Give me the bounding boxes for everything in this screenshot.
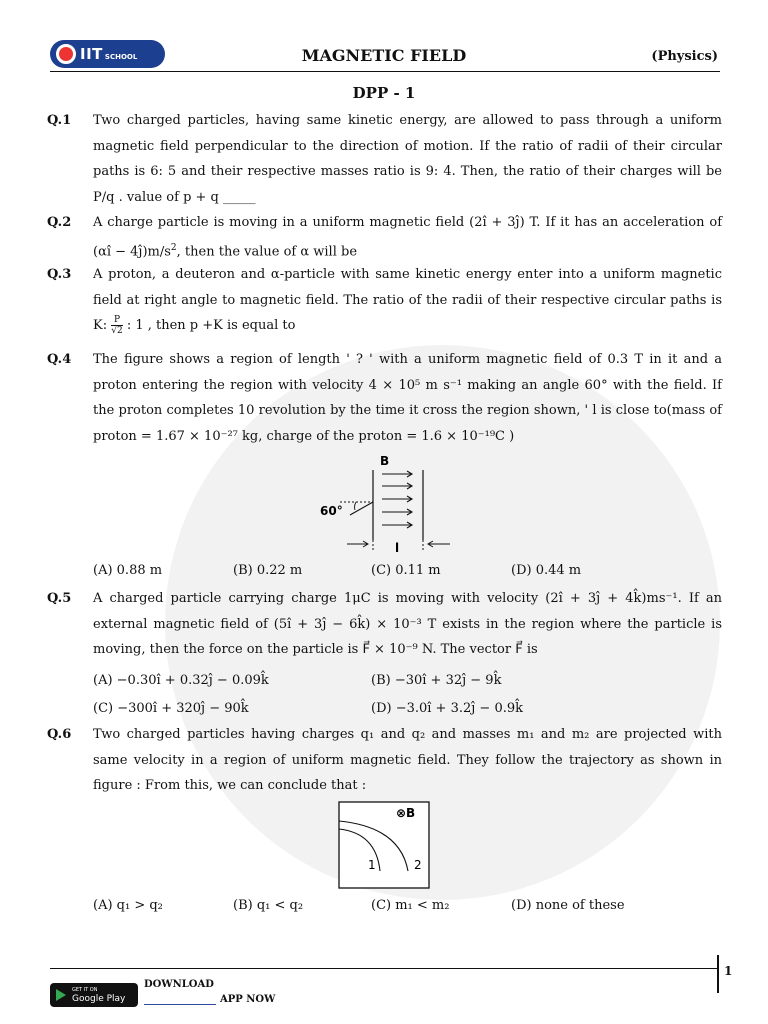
question-text-part: : 1 , then p +K is equal to (122, 318, 296, 334)
fraction (111, 315, 122, 336)
download-link-underline[interactable] (144, 1004, 216, 1005)
question-text: The figure shows a region of length ' ? ' with a uniform magnetic field of 0.3 T in it and a proton entering the region with velocity 4 × 10⁵ m s⁻¹ making an angle 60° with the field. If the proton completes 10 revolution by the time it cross the region shown, ' l is close to(mass of proton = 1.67 × 10⁻²⁷ kg, charge of the proton = 1.6 × 10⁻¹⁹C ) (93, 352, 722, 445)
option-d[interactable]: (D) −3.0î + 3.2ĵ − 0.9k̂ (371, 701, 523, 716)
app-now-label: APP NOW (220, 994, 276, 1005)
page-title: MAGNETIC FIELD (301, 46, 467, 65)
logo-text: IIT (80, 45, 103, 63)
question-number: Q.6 (47, 727, 72, 742)
figure-trajectories (338, 801, 432, 890)
field-label-into-page: ⊗B (396, 806, 416, 820)
question-text-part: , then the value of α will be (176, 244, 358, 260)
question-2 (47, 210, 722, 265)
question-text (93, 262, 722, 339)
trajectory-1-label: 1 (368, 858, 376, 872)
question-6 (47, 722, 722, 799)
question-5 (47, 586, 722, 663)
option-b[interactable]: (B) 0.22 m (233, 563, 303, 578)
footer-divider (50, 968, 717, 969)
google-play-big-text: Google Play (72, 994, 126, 1004)
fraction-denominator: √2 (111, 326, 123, 337)
option-a[interactable]: (A) q₁ > q₂ (93, 898, 163, 913)
question-text: Two charged particles, having same kinetic energy, are allowed to pass through a uniform magnetic field perpendicular to the direction of motion. If the ratio of radii of their circular paths is 6: 5 and their respective masses ratio is 9: 4. Then, the ratio of their charges will be P/q . value of p + q _____ (93, 113, 722, 206)
superscript: 2 (170, 242, 177, 253)
download-label: DOWNLOAD (144, 979, 214, 990)
question-text (93, 210, 722, 265)
length-label: l (395, 541, 400, 555)
figure-proton-field-region (310, 452, 470, 557)
angle-label: 60° (320, 504, 343, 518)
question-number: Q.5 (47, 591, 72, 606)
question-number: Q.4 (47, 352, 72, 367)
question-1 (47, 108, 722, 211)
question-text-part: A proton, a deuteron and α-particle with same kinetic energy enter into a uniform magnetic field at right angle to magnetic field. The ratio of the radii of their respective circular paths is K: (93, 267, 722, 334)
question-4 (47, 347, 722, 450)
question-3 (47, 262, 722, 339)
dpp-heading: DPP - 1 (352, 84, 416, 102)
question-text-part: A charge particle is moving in a uniform magnetic field (2î + 3ĵ) T. If it has an acceleration of (αî − 4ĵ)m/s (93, 215, 722, 260)
play-icon (56, 989, 66, 1001)
angle-arc (355, 502, 356, 510)
page-number: 1 (724, 964, 733, 978)
question-number: Q.3 (47, 267, 72, 282)
field-label-b: B (380, 454, 390, 468)
option-a[interactable]: (A) −0.30î + 0.32ĵ − 0.09k̂ (93, 673, 269, 688)
field-region-box (339, 802, 429, 888)
option-d[interactable]: (D) none of these (511, 898, 625, 913)
option-a[interactable]: (A) 0.88 m (93, 563, 163, 578)
header-divider (50, 71, 720, 72)
google-play-text (72, 986, 125, 1004)
option-c[interactable]: (C) −300î + 320ĵ − 90k̂ (93, 701, 249, 716)
option-c[interactable]: (C) m₁ < m₂ (371, 898, 450, 913)
option-c[interactable]: (C) 0.11 m (371, 563, 441, 578)
question-text: A charged particle carrying charge 1μC is moving with velocity (2î + 3ĵ + 4k̂)ms⁻¹. If an external magnetic field of (5î + 3ĵ − 6k̂) × 10⁻³ T exists in the region where the particle is moving, then the force on the particle is F⃗ × 10⁻⁹ N. The vector F⃗ is (93, 591, 722, 658)
option-b[interactable]: (B) −30î + 32ĵ − 9k̂ (371, 673, 502, 688)
google-play-badge[interactable] (50, 983, 138, 1007)
velocity-arrow (350, 502, 373, 515)
logo-sub-text: SCHOOL (104, 53, 138, 61)
footer-vertical-bar (717, 955, 719, 993)
field-arrows (382, 471, 412, 528)
option-b[interactable]: (B) q₁ < q₂ (233, 898, 304, 913)
fraction-numerator: P (111, 315, 122, 326)
trajectory-2-label: 2 (414, 858, 422, 872)
question-number: Q.2 (47, 215, 72, 230)
question-number: Q.1 (47, 113, 72, 128)
google-play-small-text: GET IT ON (72, 987, 98, 993)
option-d[interactable]: (D) 0.44 m (511, 563, 582, 578)
question-text: Two charged particles having charges q₁ and q₂ and masses m₁ and m₂ are projected with same velocity in a region of uniform magnetic field. They follow the trajectory as shown in figure : From this, we can conclude that : (93, 727, 722, 794)
subject-label: (Physics) (651, 49, 718, 64)
